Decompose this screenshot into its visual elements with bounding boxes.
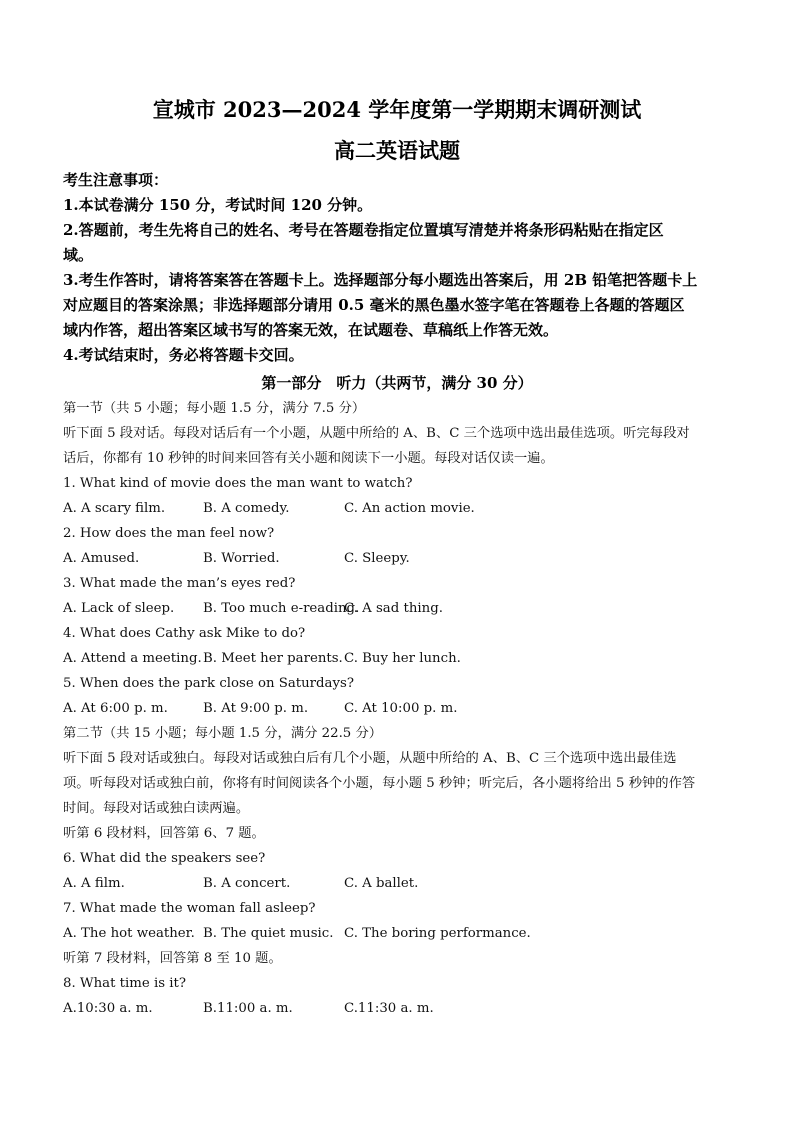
question-text: 6. What did the speakers see? [63, 851, 266, 866]
option-a: A. A scary film. [63, 501, 166, 516]
option-c: C.11:30 a. m. [344, 1001, 434, 1016]
section2-instruction: 时间。每段对话或独白读两遍。 [63, 801, 250, 816]
notice-line: 域。 [63, 246, 94, 264]
option-c: C. At 10:00 p. m. [344, 701, 458, 716]
notice-line: 域内作答，超出答案区域书写的答案无效，在试题卷、草稿纸上作答无效。 [63, 321, 559, 339]
option-b: B. Too much e-reading. [203, 601, 360, 616]
material-heading: 听第 6 段材料，回答第 6、7 题。 [63, 826, 265, 841]
question-text: 3. What made the man’s eyes red? [63, 576, 296, 591]
option-a: A.10:30 a. m. [63, 1001, 153, 1016]
question-options [63, 871, 733, 896]
section1-instruction: 听下面 5 段对话。每段对话后有一个小题，从题中所给的 A、B、C 三个选项中选出最佳选项。听完每段对 [63, 426, 690, 441]
option-c: C. Buy her lunch. [344, 651, 461, 666]
question-text: 8. What time is it? [63, 976, 186, 991]
notice-line: 4.考试结束时，务必将答题卡交回。 [63, 346, 304, 364]
question-options [63, 921, 733, 946]
question-text: 4. What does Cathy ask Mike to do? [63, 626, 306, 641]
option-b: B. Worried. [203, 551, 280, 566]
notice-line: 3.考生作答时，请将答案答在答题卡上。选择题部分每小题选出答案后，用 2B 铅笔把答题卡上 [63, 271, 698, 289]
question-options [63, 996, 733, 1021]
section2-instruction: 项。听每段对话或独白前，你将有时间阅读各个小题，每小题 5 秒钟；听完后，各小题将给出 5 秒钟的作答 [63, 776, 696, 791]
section1-title: 第一节（共 5 小题；每小题 1.5 分，满分 7.5 分） [63, 401, 366, 416]
option-b: B.11:00 a. m. [203, 1001, 293, 1016]
option-c: C. A ballet. [344, 876, 419, 891]
notice-heading: 考生注意事项： [63, 171, 169, 189]
notice-line: 对应题目的答案涂黑；非选择题部分请用 0.5 毫米的黑色墨水签字笔在答题卷上各题的答题区 [63, 296, 685, 314]
option-b: B. At 9:00 p. m. [203, 701, 309, 716]
section2-instruction: 听下面 5 段对话或独白。每段对话或独白后有几个小题，从题中所给的 A、B、C 三个选项中选出最佳选 [63, 751, 677, 766]
question-options [63, 496, 733, 521]
part1-title: 第一部分 听力（共两节，满分 30 分） [261, 374, 533, 392]
question-options [63, 696, 733, 721]
option-b: B. A concert. [203, 876, 291, 891]
question-text: 2. How does the man feel now? [63, 526, 275, 541]
option-b: B. The quiet music. [203, 926, 334, 941]
option-b: B. A comedy. [203, 501, 290, 516]
notice-line: 1.本试卷满分 150 分，考试时间 120 分钟。 [63, 196, 373, 214]
option-c: C. An action movie. [344, 501, 475, 516]
option-a: A. A film. [63, 876, 125, 891]
question-text: 1. What kind of movie does the man want to watch? [63, 476, 413, 491]
exam-subtitle: 高二英语试题 [334, 138, 460, 163]
question-text: 7. What made the woman fall asleep? [63, 901, 316, 916]
notice-line: 2.答题前，考生先将自己的姓名、考号在答题卷指定位置填写清楚并将条形码粘贴在指定区 [63, 221, 664, 239]
material-heading: 听第 7 段材料，回答第 8 至 10 题。 [63, 951, 282, 966]
question-options [63, 646, 733, 671]
question-options [63, 596, 733, 621]
exam-title: 宣城市 2023—2024 学年度第一学期期末调研测试 [152, 97, 642, 122]
question-text: 5. When does the park close on Saturdays? [63, 676, 354, 691]
option-a: A. At 6:00 p. m. [63, 701, 168, 716]
section2-title: 第二节（共 15 小题；每小题 1.5 分，满分 22.5 分） [63, 726, 383, 741]
question-options [63, 546, 733, 571]
section1-instruction: 话后，你都有 10 秒钟的时间来回答有关小题和阅读下一小题。每段对话仅读一遍。 [63, 451, 554, 466]
option-a: A. Attend a meeting. [63, 651, 202, 666]
listening-section [63, 396, 733, 1021]
option-b: B. Meet her parents. [203, 651, 343, 666]
option-a: A. The hot weather. [63, 926, 195, 941]
notice-block [63, 168, 733, 368]
option-c: C. The boring performance. [344, 926, 531, 941]
option-c: C. Sleepy. [344, 551, 410, 566]
option-a: A. Amused. [63, 551, 140, 566]
option-c: C. A sad thing. [344, 601, 443, 616]
option-a: A. Lack of sleep. [63, 601, 175, 616]
